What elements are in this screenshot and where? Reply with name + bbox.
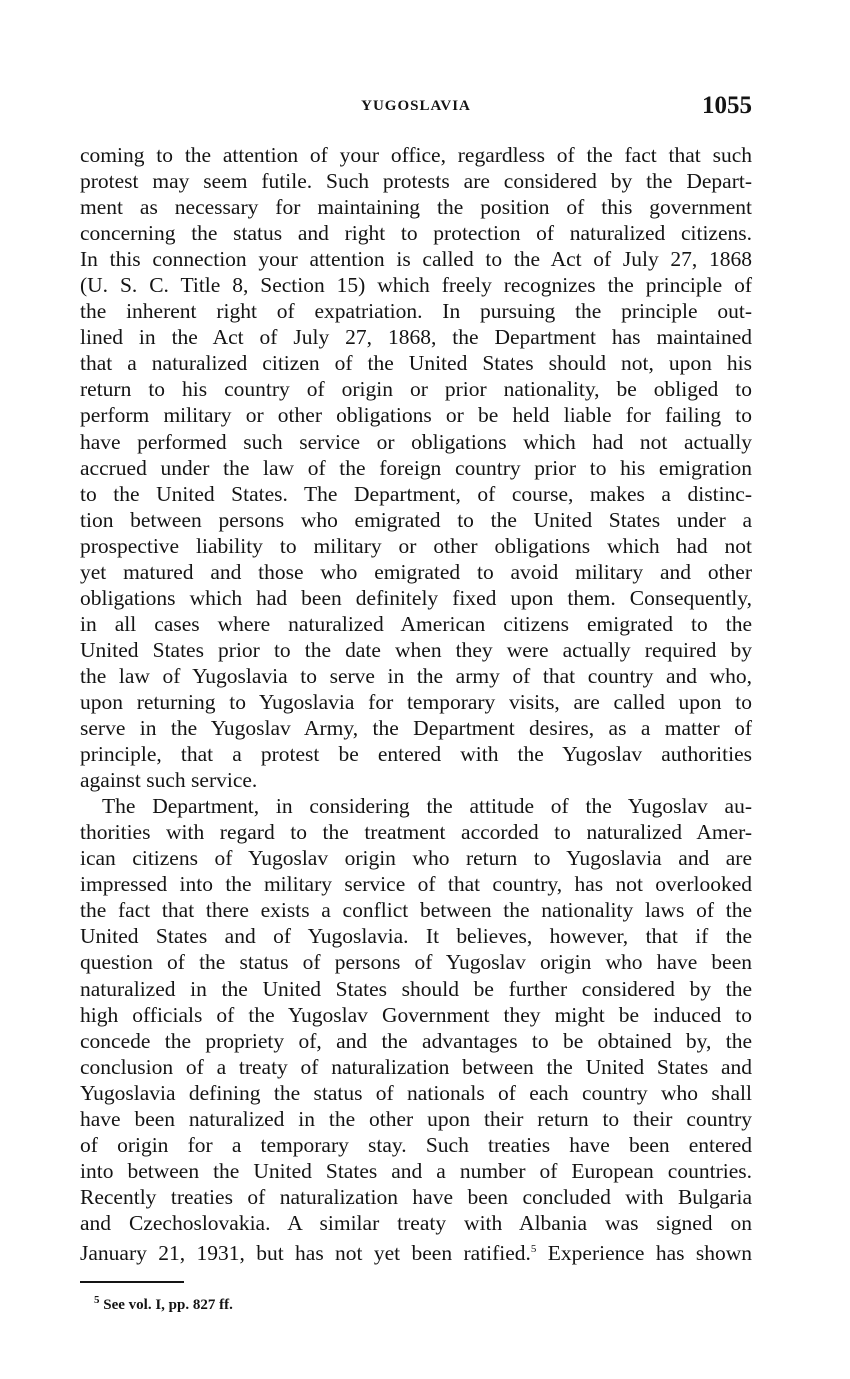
text-line: ican citizens of Yugoslav origin who return to Yugoslavia and are — [80, 846, 752, 871]
text-line: impressed into the military service of that country, has not overlooked — [80, 872, 752, 897]
text-line: have performed such service or obligations which had not actually — [80, 429, 752, 454]
text-line: The Department, in considering the attitude of the Yugoslav au- — [102, 794, 752, 819]
footnote-divider — [80, 1281, 184, 1283]
text-line: United States and of Yugoslavia. It believes, however, that if the — [80, 924, 752, 949]
text-line: into between the United States and a number of European countries. — [80, 1158, 752, 1183]
text-line: against such service. — [80, 768, 258, 793]
text-line: serve in the Yugoslav Army, the Department desires, as a matter of — [80, 716, 752, 741]
text-line: conclusion of a treaty of naturalization between the United States and — [80, 1054, 752, 1079]
text-line: return to his country of origin or prior nationality, be obliged to — [80, 377, 752, 402]
text-line: and Czechoslovakia. A similar treaty with Albania was signed on — [80, 1210, 752, 1235]
footnote-reference[interactable]: 5 — [530, 1242, 537, 1255]
text-line: concede the propriety of, and the advantages to be obtained by, the — [80, 1028, 752, 1053]
page-header — [80, 92, 752, 124]
text-line: naturalized in the United States should be further considered by the — [80, 976, 752, 1001]
text-segment: Experience has shown — [536, 1241, 752, 1266]
text-line: upon returning to Yugoslavia for temporary visits, are called upon to — [80, 689, 752, 714]
text-line: protest may seem futile. Such protests are considered by the Depart- — [80, 169, 752, 194]
page-number: 1055 — [702, 92, 752, 119]
paragraph-1 — [80, 142, 752, 793]
text-line: coming to the attention of your office, regardless of the fact that such — [80, 143, 752, 167]
text-line: that a naturalized citizen of the United States should not, upon his — [80, 351, 752, 376]
text-line: the law of Yugoslavia to serve in the army of that country and who, — [80, 663, 752, 688]
text-line: tion between persons who emigrated to the United States under a — [80, 507, 752, 532]
text-line: principle, that a protest be entered with the Yugoslav authorities — [80, 742, 752, 767]
text-line: yet matured and those who emigrated to avoid military and other — [80, 559, 752, 584]
text-line: ment as necessary for maintaining the position of this government — [80, 195, 752, 220]
body-text — [80, 142, 752, 1266]
text-line: the inherent right of expatriation. In pursuing the principle out- — [80, 299, 752, 324]
text-line: to the United States. The Department, of course, makes a distinc- — [80, 481, 752, 506]
text-line: In this connection your attention is called to the Act of July 27, 1868 — [80, 247, 752, 272]
text-line: United States prior to the date when they were actually required by — [80, 637, 752, 662]
text-line: thorities with regard to the treatment accorded to naturalized Amer- — [80, 820, 752, 845]
text-line: concerning the status and right to protection of naturalized citizens. — [80, 221, 752, 246]
text-segment: January 21, 1931, but has not yet been ratified. — [80, 1241, 531, 1266]
text-line: prospective liability to military or other obligations which had not — [80, 533, 752, 558]
text-line: Yugoslavia defining the status of nationals of each country who shall — [80, 1080, 752, 1105]
text-line — [80, 1236, 752, 1266]
text-line: accrued under the law of the foreign country prior to his emigration — [80, 455, 752, 480]
running-head: YUGOSLAVIA — [361, 98, 471, 114]
footnote — [94, 1294, 233, 1314]
text-line: have been naturalized in the other upon their return to their country — [80, 1106, 752, 1131]
text-line: lined in the Act of July 27, 1868, the Department has maintained — [80, 325, 752, 350]
text-line: the fact that there exists a conflict between the nationality laws of the — [80, 898, 752, 923]
text-line: of origin for a temporary stay. Such treaties have been entered — [80, 1132, 752, 1157]
text-line: Recently treaties of naturalization have been concluded with Bulgaria — [80, 1184, 752, 1209]
text-line: obligations which had been definitely fixed upon them. Consequently, — [80, 585, 752, 610]
text-line: perform military or other obligations or be held liable for failing to — [80, 403, 752, 428]
footnote-marker: 5 — [94, 1294, 100, 1306]
text-line: question of the status of persons of Yugoslav origin who have been — [80, 950, 752, 975]
paragraph-2 — [80, 793, 752, 1266]
text-line: high officials of the Yugoslav Government they might be induced to — [80, 1002, 752, 1027]
text-line: (U. S. C. Title 8, Section 15) which freely recognizes the principle of — [80, 273, 752, 298]
text-line: in all cases where naturalized American citizens emigrated to the — [80, 611, 752, 636]
footnote-text: See vol. I, pp. 827 ff. — [99, 1297, 233, 1313]
